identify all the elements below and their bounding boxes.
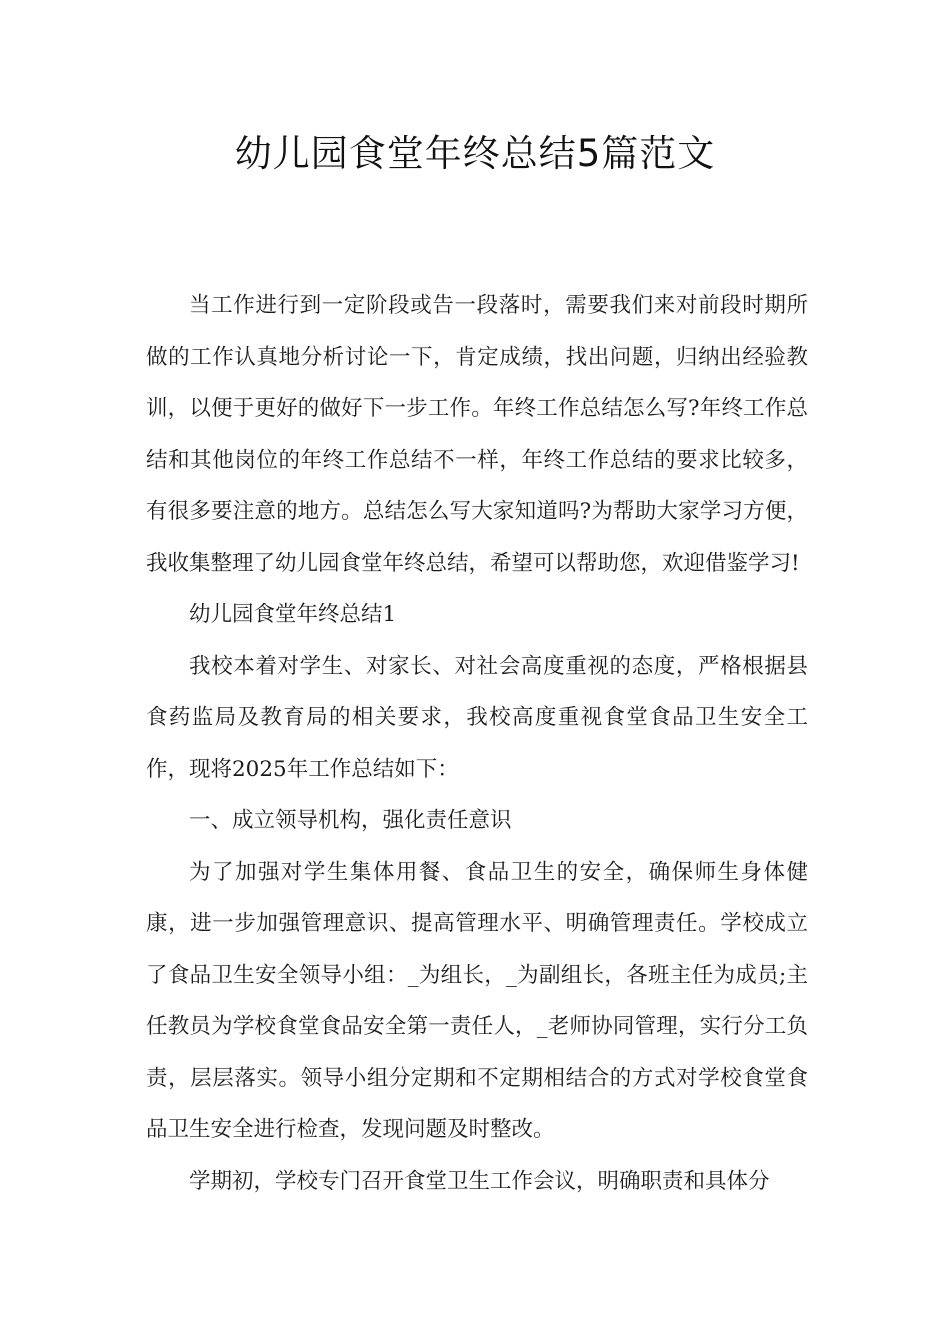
subheading-leadership: 一、成立领导机构，强化责任意识 [189, 808, 512, 833]
section-heading-summary-1: 幼儿园食堂年终总结1 [189, 602, 397, 627]
document-title: 幼儿园食堂年终总结5篇范文 [234, 132, 716, 175]
leadership-paragraph: 为了加强对学生集体用餐、食品卫生的安全，确保师生身体健康，进一步加强管理意识、提高管理水平、明确管理责任。学校成立了食品卫生安全领导小组：_为组长，_为副组长，各班主任为成员;主任教员为学校食堂食品安全第一责任人，_老师协同管理，实行分工负责，层层落实。领导小组分定期和不定期相结合的方式对学校食堂食品卫生安全进行检查，发现问题及时整改。 [146, 859, 808, 1142]
intro-paragraph: 当工作进行到一定阶段或告一段落时，需要我们来对前段时期所做的工作认真地分析讨论一下，肯定成绩，找出问题，归纳出经验教训，以便于更好的做好下一步工作。年终工作总结怎么写?年终工作总结和其他岗位的年终工作总结不一样，年终工作总结的要求比较多，有很多要注意的地方。总结怎么写大家知道吗?为帮助大家学习方便，我收集整理了幼儿园食堂年终总结，希望可以帮助您，欢迎借鉴学习! [146, 293, 808, 576]
document-body [146, 280, 808, 1207]
summary-1-paragraph: 我校本着对学生、对家长、对社会高度重视的态度，严格根据县食药监局及教育局的相关要求，我校高度重视食堂食品卫生安全工作，现将2025年工作总结如下： [146, 653, 808, 782]
semester-paragraph: 学期初，学校专门召开食堂卫生工作会议，明确职责和具体分 [189, 1168, 770, 1194]
